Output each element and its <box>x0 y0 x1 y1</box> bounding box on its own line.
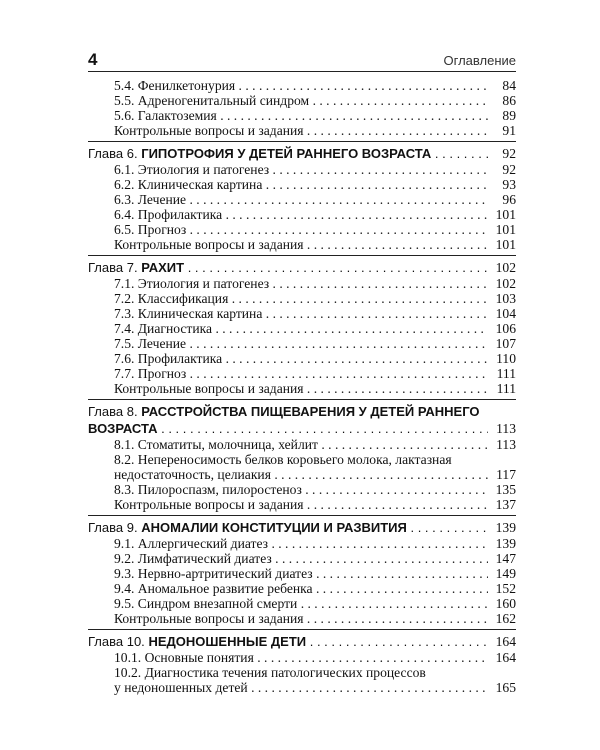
entry-title: у недоношенных детей <box>114 680 248 695</box>
toc-entry[interactable] <box>88 596 516 611</box>
toc-entry[interactable] <box>88 351 516 366</box>
entry-title: Контрольные вопросы и задания <box>114 237 304 252</box>
entry-page: 101 <box>488 207 516 222</box>
entry-title: 7.6. Профилактика <box>114 351 223 366</box>
chapter-page: 164 <box>488 633 516 650</box>
entry-page: 111 <box>488 381 516 396</box>
entry-title: недостаточность, целиакия <box>114 467 271 482</box>
entry-title: 10.1. Основные понятия <box>114 650 254 665</box>
toc-entry[interactable] <box>88 650 516 665</box>
entry-page: 117 <box>488 467 516 482</box>
toc-entry[interactable] <box>88 611 516 626</box>
entry-title: 6.1. Этиология и патогенез <box>114 162 270 177</box>
entry-title: 8.3. Пилороспазм, пилоростеноз <box>114 482 302 497</box>
toc-entry[interactable] <box>88 336 516 351</box>
toc-entry[interactable] <box>88 108 516 123</box>
entry-page: 96 <box>488 192 516 207</box>
toc-entry[interactable] <box>88 162 516 177</box>
entry-title: Контрольные вопросы и задания <box>114 497 304 512</box>
chapter-label: Глава 6. <box>88 146 138 161</box>
entry-page: 84 <box>488 78 516 93</box>
entry-page: 103 <box>488 291 516 306</box>
entry-title: 6.4. Профилактика <box>114 207 223 222</box>
chapter-label: Глава 10. <box>88 634 145 649</box>
chapter-title: ГИПОТРОФИЯ У ДЕТЕЙ РАННЕГО ВОЗРАСТА <box>141 146 432 161</box>
entry-title: 9.2. Лимфатический диатез <box>114 551 272 566</box>
entry-page: 162 <box>488 611 516 626</box>
entry-title: 6.3. Лечение <box>114 192 187 207</box>
chapter-label: Глава 9. <box>88 520 138 535</box>
chapter-heading[interactable] <box>88 519 516 536</box>
entry-page: 92 <box>488 162 516 177</box>
toc-entry[interactable] <box>88 93 516 108</box>
chapter-heading[interactable] <box>88 403 516 420</box>
toc-entry[interactable] <box>88 192 516 207</box>
entry-page: 147 <box>488 551 516 566</box>
toc-entry[interactable] <box>88 123 516 138</box>
chapter-title: РАССТРОЙСТВА ПИЩЕВАРЕНИЯ У ДЕТЕЙ РАННЕГО <box>141 404 480 419</box>
chapter-page: 102 <box>488 259 516 276</box>
toc-entry[interactable] <box>88 207 516 222</box>
toc-entry[interactable] <box>88 551 516 566</box>
chapter-label: Глава 7. <box>88 260 138 275</box>
entry-page: 107 <box>488 336 516 351</box>
entry-title: 9.3. Нервно-артритический диатез <box>114 566 313 581</box>
toc-entry[interactable] <box>88 276 516 291</box>
entry-title: 7.2. Классификация <box>114 291 229 306</box>
entry-page: 164 <box>488 650 516 665</box>
chapter-divider <box>88 399 516 400</box>
page-header <box>88 50 516 70</box>
toc-entry-continuation[interactable] <box>88 467 516 482</box>
entry-title: 5.6. Галактоземия <box>114 108 217 123</box>
toc-entry[interactable] <box>88 78 516 93</box>
toc-entry[interactable] <box>88 581 516 596</box>
entry-page: 160 <box>488 596 516 611</box>
entry-title: 9.4. Аномальное развитие ребенка <box>114 581 313 596</box>
entry-title: Контрольные вопросы и задания <box>114 381 304 396</box>
entry-page: 89 <box>488 108 516 123</box>
chapter-title: РАХИТ <box>141 260 185 275</box>
chapter-label: Глава 8. <box>88 404 138 419</box>
chapter-heading[interactable] <box>88 145 516 162</box>
entry-page: 152 <box>488 581 516 596</box>
toc-entry[interactable] <box>88 482 516 497</box>
toc-entry[interactable] <box>88 177 516 192</box>
table-of-contents <box>88 78 516 695</box>
entry-title: 8.2. Непереносимость белков коровьего молока, лактазная <box>114 452 452 467</box>
entry-title: 7.4. Диагностика <box>114 321 213 336</box>
entry-title: Контрольные вопросы и задания <box>114 123 304 138</box>
header-rule <box>88 71 516 72</box>
entry-page: 106 <box>488 321 516 336</box>
entry-page: 110 <box>488 351 516 366</box>
entry-page: 165 <box>488 680 516 695</box>
entry-page: 149 <box>488 566 516 581</box>
entry-page: 135 <box>488 482 516 497</box>
toc-entry[interactable] <box>88 381 516 396</box>
toc-entry[interactable] <box>88 222 516 237</box>
chapter-page: 139 <box>488 519 516 536</box>
entry-page: 101 <box>488 237 516 252</box>
chapter-divider <box>88 629 516 630</box>
chapter-divider <box>88 141 516 142</box>
entry-page: 137 <box>488 497 516 512</box>
toc-entry[interactable] <box>88 291 516 306</box>
chapter-page: 113 <box>488 420 516 437</box>
chapter-divider <box>88 255 516 256</box>
entry-title: 6.2. Клиническая картина <box>114 177 263 192</box>
entry-title: 8.1. Стоматиты, молочница, хейлит <box>114 437 318 452</box>
toc-entry[interactable] <box>88 366 516 381</box>
entry-title: 5.4. Фенилкетонурия <box>114 78 236 93</box>
entry-page: 86 <box>488 93 516 108</box>
entry-title: 9.5. Синдром внезапной смерти <box>114 596 298 611</box>
entry-page: 111 <box>488 366 516 381</box>
entry-title: 6.5. Прогноз <box>114 222 187 237</box>
entry-title: 5.5. Адреногенитальный синдром <box>114 93 310 108</box>
chapter-title: ВОЗРАСТА <box>88 421 158 436</box>
entry-page: 93 <box>488 177 516 192</box>
toc-entry[interactable] <box>88 536 516 551</box>
entry-page: 102 <box>488 276 516 291</box>
chapter-title: НЕДОНОШЕННЫЕ ДЕТИ <box>148 634 307 649</box>
toc-entry[interactable] <box>88 306 516 321</box>
entry-title: Контрольные вопросы и задания <box>114 611 304 626</box>
toc-entry[interactable] <box>88 437 516 452</box>
chapter-heading[interactable] <box>88 633 516 650</box>
chapter-page: 92 <box>488 145 516 162</box>
toc-entry[interactable] <box>88 497 516 512</box>
chapter-divider <box>88 515 516 516</box>
toc-entry-continuation[interactable] <box>88 680 516 695</box>
entry-title: 7.1. Этиология и патогенез <box>114 276 270 291</box>
toc-entry[interactable] <box>88 321 516 336</box>
toc-entry[interactable] <box>88 452 516 467</box>
entry-title: 7.5. Лечение <box>114 336 187 351</box>
chapter-title: АНОМАЛИИ КОНСТИТУЦИИ И РАЗВИТИЯ <box>141 520 407 535</box>
entry-page: 91 <box>488 123 516 138</box>
running-title: Оглавление <box>443 53 516 68</box>
entry-title: 7.3. Клиническая картина <box>114 306 263 321</box>
entry-title: 7.7. Прогноз <box>114 366 187 381</box>
toc-entry[interactable] <box>88 237 516 252</box>
entry-title: 9.1. Аллергический диатез <box>114 536 269 551</box>
page-number: 4 <box>88 50 98 69</box>
entry-page: 101 <box>488 222 516 237</box>
toc-entry[interactable] <box>88 566 516 581</box>
chapter-heading-continuation[interactable] <box>88 420 516 437</box>
toc-entry[interactable] <box>88 665 516 680</box>
entry-page: 139 <box>488 536 516 551</box>
entry-title: 10.2. Диагностика течения патологических процессов <box>114 665 426 680</box>
entry-page: 104 <box>488 306 516 321</box>
entry-page: 113 <box>488 437 516 452</box>
chapter-heading[interactable] <box>88 259 516 276</box>
